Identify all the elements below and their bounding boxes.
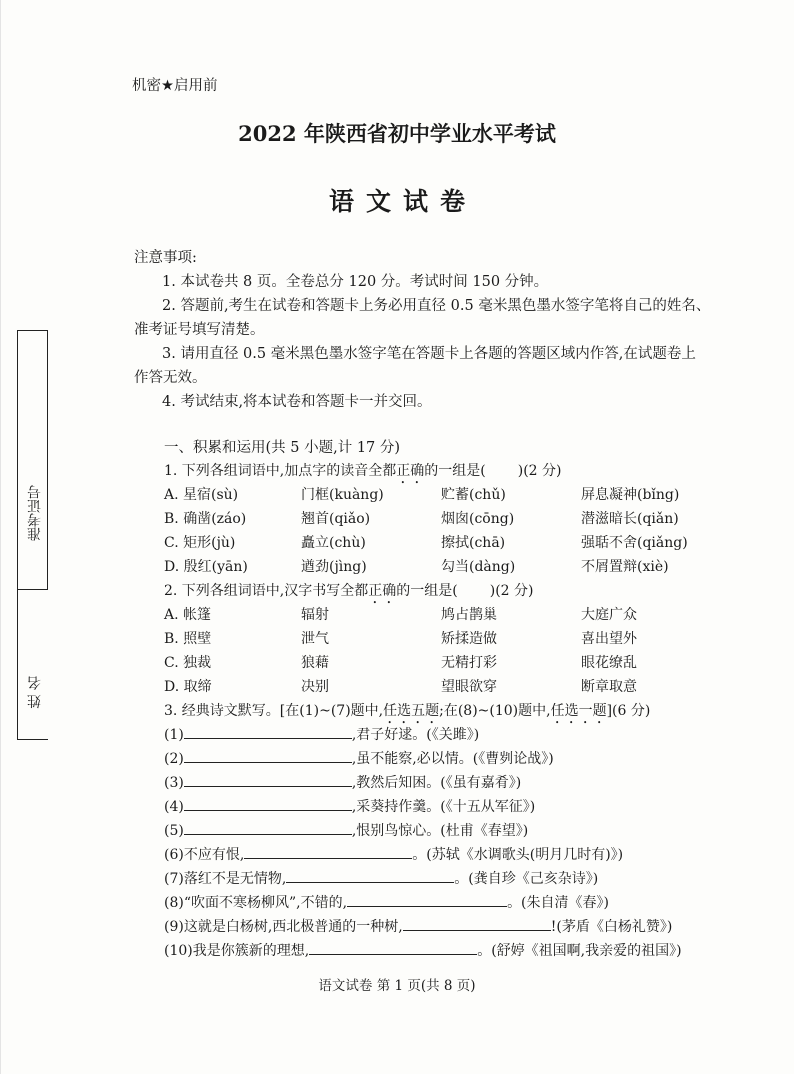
answer-blank[interactable] bbox=[347, 892, 507, 907]
q2-option-c: C. 独裁 狼藉 无精打彩 眼花缭乱 bbox=[164, 655, 637, 671]
poem-line-8: (8)“吹面不寒杨柳风”,不错的, 。(朱自清《春》) bbox=[164, 892, 609, 912]
poem-line-9: (9)这就是白杨树,西北极普通的一种树, !(茅盾《白杨礼赞》) bbox=[164, 916, 672, 936]
poem-line-6: (6)不应有恨, 。(苏轼《水调歌头(明月几时有)》) bbox=[164, 844, 623, 864]
question-3-stem: 3. 经典诗文默写。[在(1)~(7)题中,任选五题;在(8)~(10)题中,任选一题](6 分) bbox=[164, 703, 651, 719]
poem-line-2: (2) ,虽不能察,必以情。(《曹刿论战》) bbox=[164, 748, 554, 768]
q1-option-a: A. 星宿(sù) 门框(kuàng) 贮蓄(chǔ) 屏息凝神(bǐng) bbox=[164, 487, 680, 503]
answer-blank[interactable] bbox=[184, 748, 352, 763]
answer-blank[interactable] bbox=[309, 940, 477, 955]
notice-item-4: 4. 考试结束,将本试卷和答题卡一并交回。 bbox=[162, 394, 432, 410]
answer-blank[interactable] bbox=[244, 844, 412, 859]
q1-option-d: D. 殷红(yān) 遒劲(jìng) 勾当(dàng) 不屑置辩(xiè) bbox=[164, 559, 669, 575]
notice-item-3-cont: 作答无效。 bbox=[134, 370, 207, 386]
confidential-mark: 机密★启用前 bbox=[132, 78, 218, 94]
answer-blank[interactable] bbox=[184, 820, 352, 835]
poem-line-4: (4) ,采葵持作羹。(《十五从军征》) bbox=[164, 796, 535, 816]
notice-item-1: 1. 本试卷共 8 页。全卷总分 120 分。考试时间 150 分钟。 bbox=[162, 274, 549, 290]
exam-number-label: 准考证号 bbox=[27, 485, 43, 541]
notice-item-3: 3. 请用直径 0.5 毫米黑色墨水签字笔在答题卡上各题的答题区域内作答,在试题卷上 bbox=[162, 346, 696, 362]
subject-title: 语文试卷 bbox=[328, 187, 477, 216]
q2-option-b: B. 照壁 泄气 矫揉造做 喜出望外 bbox=[164, 631, 637, 647]
answer-blank[interactable] bbox=[184, 772, 352, 787]
section-heading: 一、积累和运用(共 5 小题,计 17 分) bbox=[164, 440, 401, 456]
exam-title: 2022 年陕西省初中学业水平考试 bbox=[238, 121, 556, 146]
q2-option-d: D. 取缔 决别 望眼欲穿 断章取意 bbox=[164, 679, 637, 695]
q1-option-c: C. 矩形(jù) 矗立(chù) 擦拭(chā) 强聒不舍(qiǎng) bbox=[164, 535, 688, 551]
q2-option-a: A. 帐篷 辐射 鸠占鹊巢 大庭广众 bbox=[164, 607, 637, 623]
poem-line-5: (5) ,恨别鸟惊心。(杜甫《春望》) bbox=[164, 820, 528, 840]
name-label: 姓 名 bbox=[27, 676, 43, 709]
poem-line-1: (1) ,君子好逑。(《关雎》) bbox=[164, 724, 479, 744]
exam-number-box bbox=[17, 330, 48, 590]
poem-line-10: (10)我是你簇新的理想, 。(舒婷《祖国啊,我亲爱的祖国》) bbox=[164, 940, 682, 960]
answer-blank[interactable] bbox=[403, 916, 551, 931]
notice-heading: 注意事项: bbox=[134, 250, 197, 266]
poem-line-7: (7)落红不是无情物, 。(龚自珍《己亥杂诗》) bbox=[164, 868, 598, 888]
page-footer: 语文试卷 第 1 页(共 8 页) bbox=[318, 978, 476, 994]
answer-blank[interactable] bbox=[184, 796, 352, 811]
poem-line-3: (3) ,教然后知困。(《虽有嘉肴》) bbox=[164, 772, 521, 792]
question-2-stem: 2. 下列各组词语中,汉字书写全都正确的一组是( )(2 分) bbox=[164, 583, 534, 599]
answer-blank[interactable] bbox=[184, 724, 352, 739]
q1-option-b: B. 确凿(záo) 翘首(qiǎo) 烟囱(cōng) 潜滋暗长(qiǎn) bbox=[164, 511, 679, 527]
notice-item-2-cont: 准考证号填写清楚。 bbox=[134, 322, 265, 338]
question-1-stem: 1. 下列各组词语中,加点字的读音全都正确的一组是( )(2 分) bbox=[164, 463, 562, 479]
answer-blank[interactable] bbox=[286, 868, 454, 883]
notice-item-2: 2. 答题前,考生在试卷和答题卡上务必用直径 0.5 毫米黑色墨水签字笔将自己的姓名、 bbox=[162, 298, 711, 314]
